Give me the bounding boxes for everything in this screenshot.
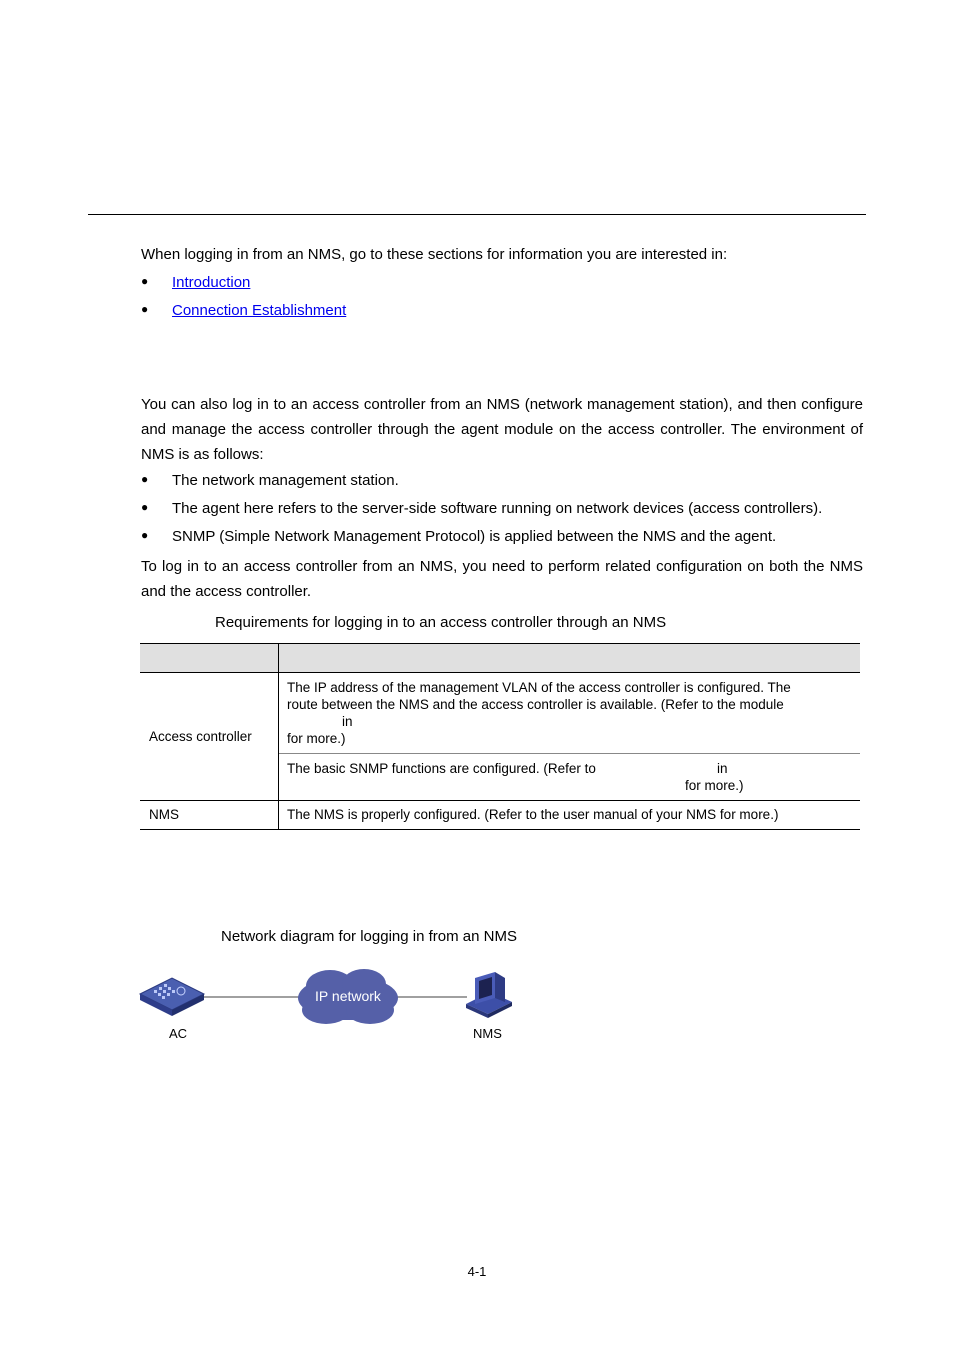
header-rule xyxy=(88,214,866,215)
paragraph-configuration: To log in to an access controller from an NMS, you need to perform related configuration on both the NMS and the access controller. xyxy=(141,558,863,600)
requirement-line: route between the NMS and the access controller is available. (Refer to the module xyxy=(287,697,784,712)
requirement-cell: The NMS is properly configured. (Refer to the user manual of your NMS for more.) xyxy=(279,801,861,830)
row-label-nms: NMS xyxy=(140,801,279,830)
table-row xyxy=(140,801,860,830)
bullet-icon: ● xyxy=(141,472,149,486)
bullet-icon: ● xyxy=(141,274,149,288)
table-caption: Requirements for logging in to an access controller through an NMS xyxy=(215,614,667,631)
table-header-cell xyxy=(279,644,861,673)
requirement-line: The basic SNMP functions are configured. (Refer to xyxy=(287,761,596,776)
bullet-icon: ● xyxy=(141,302,149,316)
table-row xyxy=(140,673,860,754)
figure-caption: Network diagram for logging in from an NMS xyxy=(221,928,517,945)
requirement-line: for more.) xyxy=(685,778,744,793)
table-header-cell xyxy=(140,644,279,673)
bullet-icon: ● xyxy=(141,528,149,542)
computer-icon xyxy=(466,972,512,1018)
requirement-line: in xyxy=(717,761,728,776)
bullet-icon: ● xyxy=(141,500,149,514)
bullet-text: SNMP (Simple Network Management Protocol) is applied between the NMS and the agent. xyxy=(172,528,777,545)
bullet-text: The network management station. xyxy=(172,472,399,489)
requirements-table xyxy=(140,643,860,830)
requirement-line: in xyxy=(342,714,353,729)
page-number: 4-1 xyxy=(467,1264,487,1279)
requirement-line: for more.) xyxy=(287,731,346,746)
row-label-access-controller: Access controller xyxy=(140,673,279,801)
nms-label: NMS xyxy=(473,1026,502,1041)
table-header-row xyxy=(140,644,860,673)
connection-establishment-link[interactable]: Connection Establishment xyxy=(172,302,347,319)
access-controller-icon xyxy=(140,978,204,1016)
intro-text: When logging in from an NMS, go to these sections for information you are interested in: xyxy=(141,246,728,263)
bullet-text: The agent here refers to the server-side software running on network devices (access controllers). xyxy=(172,500,823,517)
requirement-cell xyxy=(279,754,861,801)
paragraph-environment: You can also log in to an access controller from an NMS (network management station), and then configure and manage the access controller through the agent module on the access controller. The environment of NMS is as follows: xyxy=(141,396,863,463)
cloud-label: IP network xyxy=(315,988,381,1004)
introduction-link[interactable]: Introduction xyxy=(172,274,251,291)
requirement-cell xyxy=(279,673,861,754)
ac-label: AC xyxy=(169,1026,188,1041)
requirement-line: The IP address of the management VLAN of the access controller is configured. The xyxy=(287,680,791,695)
